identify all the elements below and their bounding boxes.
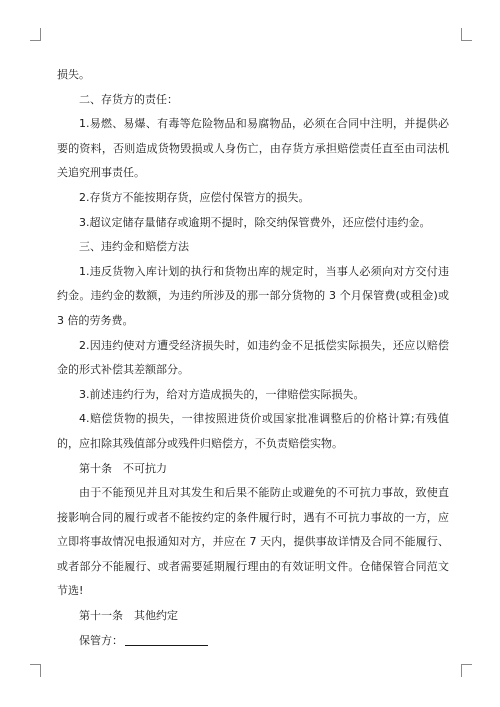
crop-mark-bottom-left (30, 664, 41, 677)
paragraph-0: 损失。 (57, 68, 90, 81)
crop-mark-bottom-right (461, 664, 472, 677)
signature-blank (125, 633, 208, 646)
signature-label: 保管方： (79, 633, 123, 647)
paragraph-11: 由于不能预见并且对其发生和后果不能防止或避免的不可抗力事故，致使直接影响合同的履行或者不能按约定的条件履行时，遇有不可抗力事故的一方，应立即将事故情况电报通知对方，并应在 7 天内，提供事故详情及合同不能履行、或者部分不能履行、或者需要延期履行理由的有效证明文件。仓储保管合同范文节选! (57, 486, 449, 598)
paragraph-4: 3.超议定储存量储存或逾期不提时，除交纳保管费外，还应偿付违约金。 (79, 215, 431, 229)
crop-mark-top-right (461, 28, 472, 41)
paragraph-7: 2.因违约使对方遭受经济损失时，如违约金不足抵偿实际损失，还应以赔偿金的形式补偿其差额部分。 (57, 338, 449, 377)
article-11-heading: 第十一条 其他约定 (79, 609, 178, 623)
paragraph-9: 4.赔偿货物的损失，一律按照进货价或国家批准调整后的价格计算;有残值的，应扣除其残值部分或残件归赔偿方，不负责赔偿实物。 (57, 412, 449, 450)
signature-line (57, 629, 449, 654)
article-10-heading: 第十条 不可抗力 (79, 461, 167, 475)
section-heading-penalty: 三、违约金和赔偿方法 (79, 240, 189, 254)
paragraph-3: 2.存货方不能按期存货，应偿付保管方的损失。 (79, 190, 310, 204)
section-heading-depositor-liability: 二、存货方的责任： (79, 92, 178, 106)
document-body (57, 63, 449, 653)
paragraph-8: 3.前述违约行为，给对方造成损失的，一律赔偿实际损失。 (79, 387, 365, 401)
crop-mark-top-left (30, 28, 41, 41)
paragraph-6: 1.违反货物入库计划的执行和货物出库的规定时，当事人必须向对方交付违约金。违约金的数额，为违约所涉及的那一部分货物的 3 个月保管费(或租金)或 3 倍的劳务费。 (57, 264, 449, 327)
paragraph-2: 1.易燃、易爆、有毒等危险物品和易腐物品，必须在合同中注明，并提供必要的资料，否则造成货物毁损或人身伤亡，由存货方承担赔偿责任直至由司法机关追究刑事责任。 (57, 117, 449, 180)
